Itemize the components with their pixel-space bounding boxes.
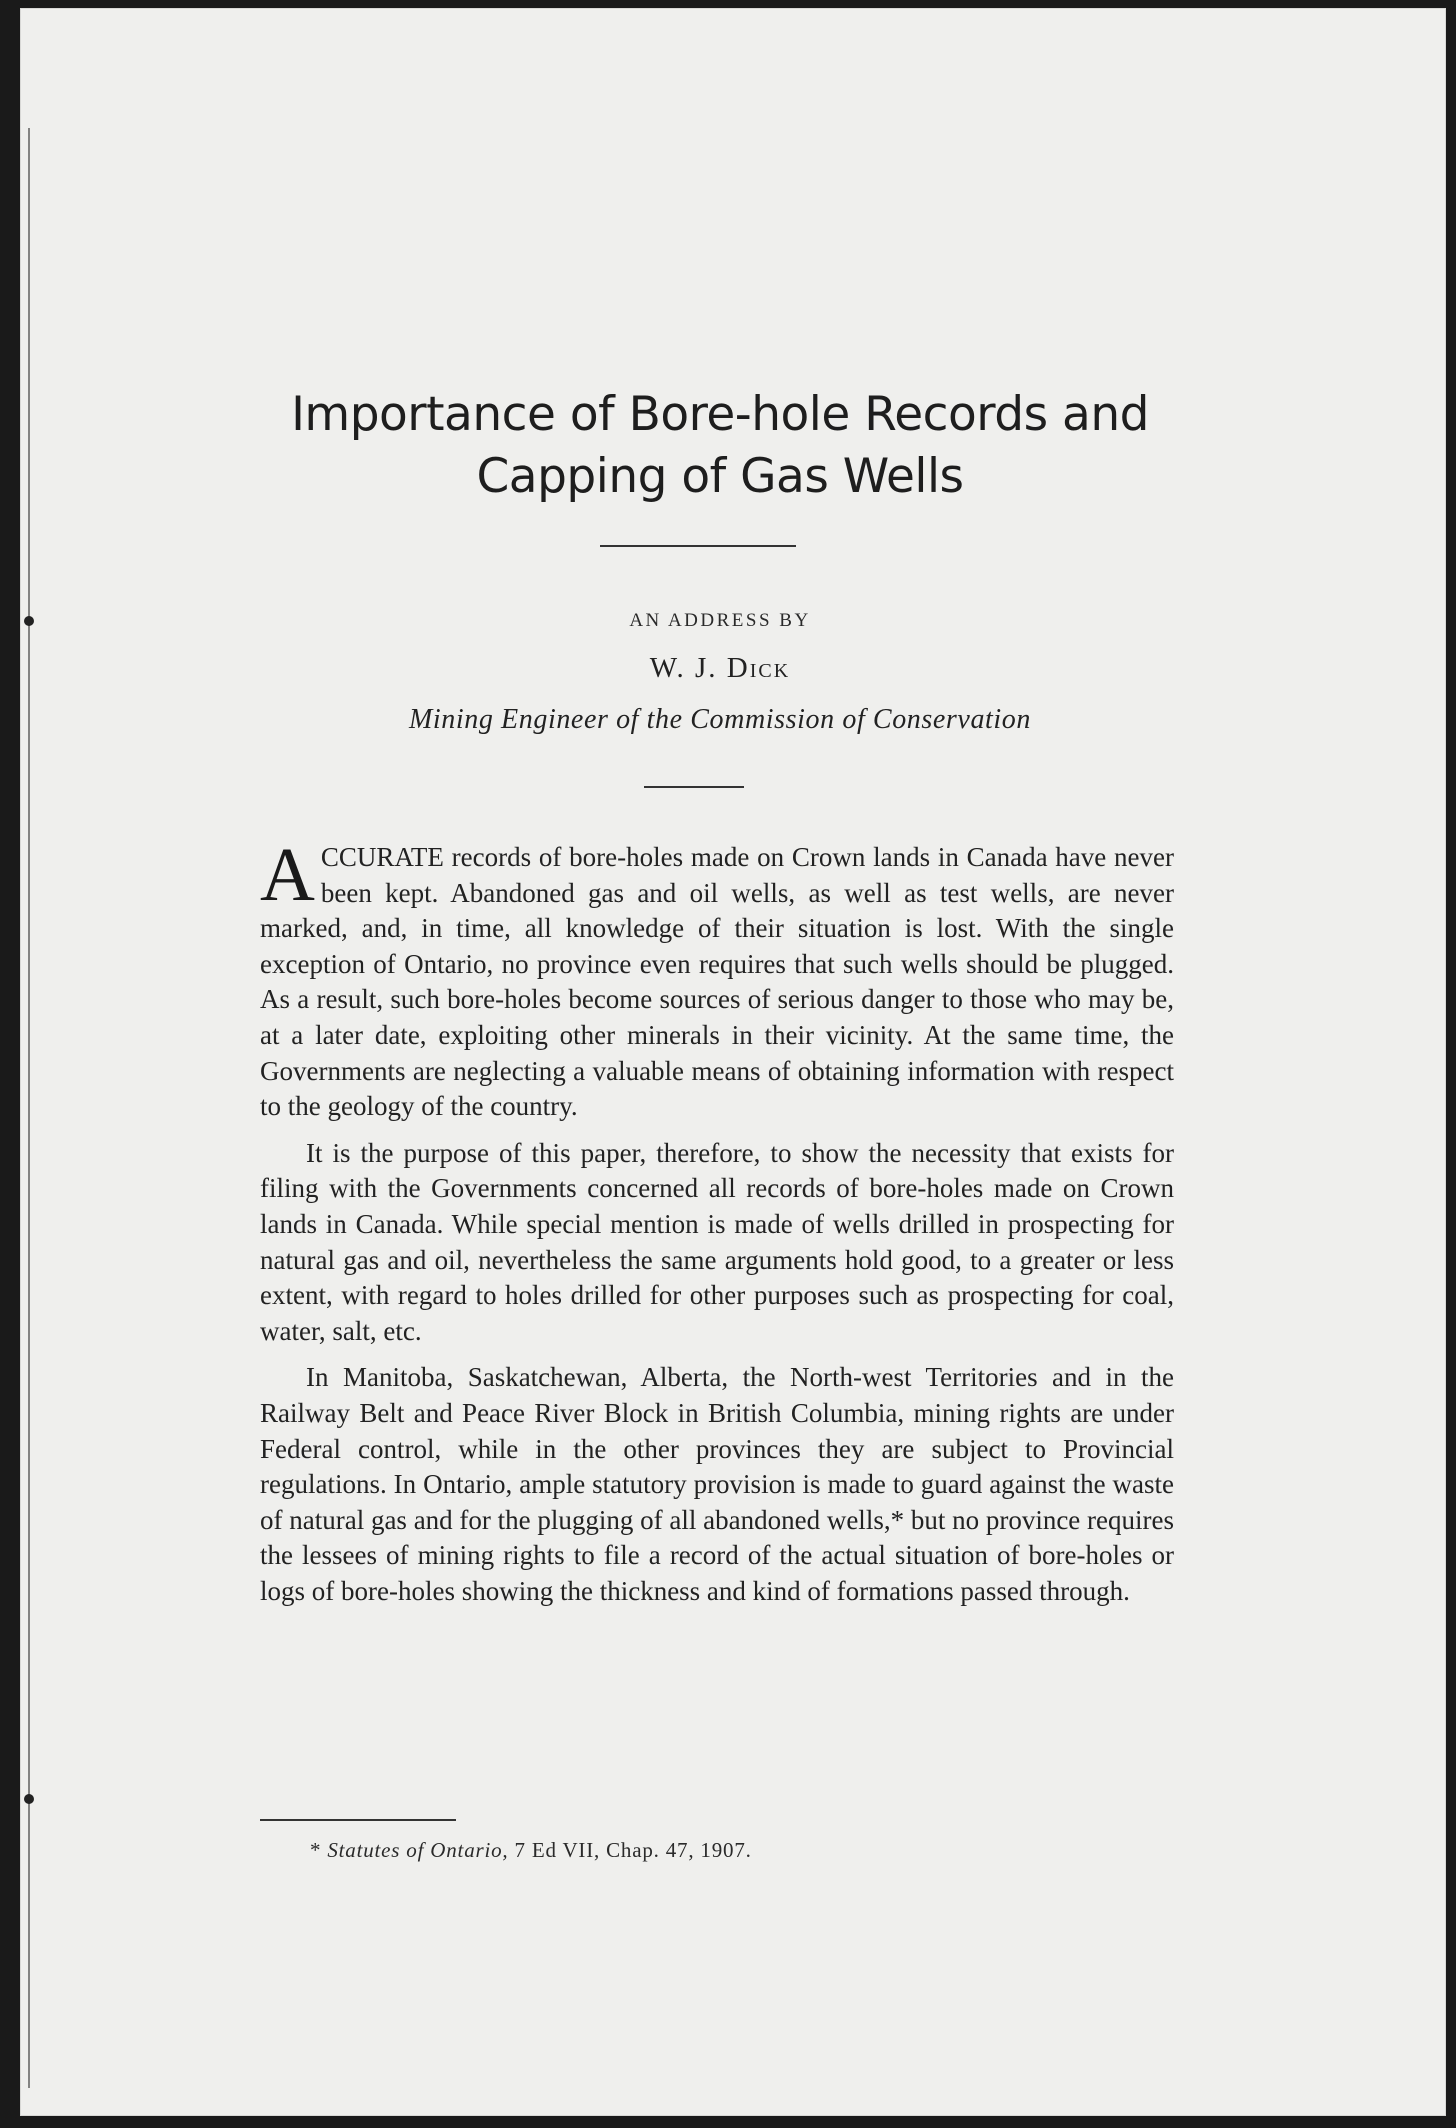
margin-dot — [24, 1794, 34, 1804]
paragraph-1-text: CCURATE records of bore-holes made on Crown lands in Canada have never been kept. Abandoned gas and oil wells, as well as test wells, are never marked, and, in time, all knowledge of their situation is lost. With the single exception of Ontario, no province even requires that such wells should be plugged. As a result, such bore-holes become sources of serious danger to those who may be, at a later date, exploiting other minerals in their vicinity. At the same time, the Governments are neglecting a valuable means of obtaining information with respect to the geology of the country. — [260, 842, 1174, 1122]
paragraph-2: It is the purpose of this paper, therefore, to show the necessity that exists for filing with the Governments concerned all records of bore-holes made on Crown lands in Canada. While special mention is made of wells drilled in prospecting for natural gas and oil, nevertheless the same arguments hold good, to a greater or less extent, with regard to holes drilled for other purposes such as prospecting for coal, water, salt, etc. — [260, 1137, 1174, 1346]
article-body — [260, 833, 1174, 1620]
title-line-1: Importance of Bore-hole Records and — [291, 387, 1149, 442]
footnote-citation: 7 Ed VII, Chap. 47, 1907. — [508, 1838, 752, 1862]
footnote-divider — [260, 1819, 456, 1821]
title-line-2: Capping of Gas Wells — [476, 449, 964, 504]
document-page — [20, 8, 1446, 2116]
address-by-label: AN ADDRESS BY — [629, 610, 811, 631]
footnote-source-title: Statutes of Ontario, — [327, 1838, 509, 1862]
author-name: W. J. Dick — [649, 652, 791, 684]
author-affiliation: Mining Engineer of the Commission of Conservation — [408, 704, 1032, 735]
paragraph-3: In Manitoba, Saskatchewan, Alberta, the North-west Territories and in the Railway Belt and Peace River Block in British Columbia, mining rights are under Federal control, while in the other provinces they are subject to Provincial regulations. In Ontario, ample statutory provision is made to guard against the waste of natural gas and for the plugging of all abandoned wells,* but no province requires the lessees of mining rights to file a record of the actual situation of bore-holes or logs of bore-holes showing the thickness and kind of formations passed through. — [260, 1362, 1174, 1606]
footnote-marker: * — [310, 1838, 328, 1862]
paragraph-1 — [260, 833, 1174, 1125]
article-title — [220, 384, 1220, 508]
margin-dot — [24, 616, 34, 626]
drop-cap: A — [260, 833, 315, 917]
title-divider — [600, 545, 796, 547]
footnote — [310, 1838, 1110, 1863]
byline-divider — [644, 786, 744, 788]
